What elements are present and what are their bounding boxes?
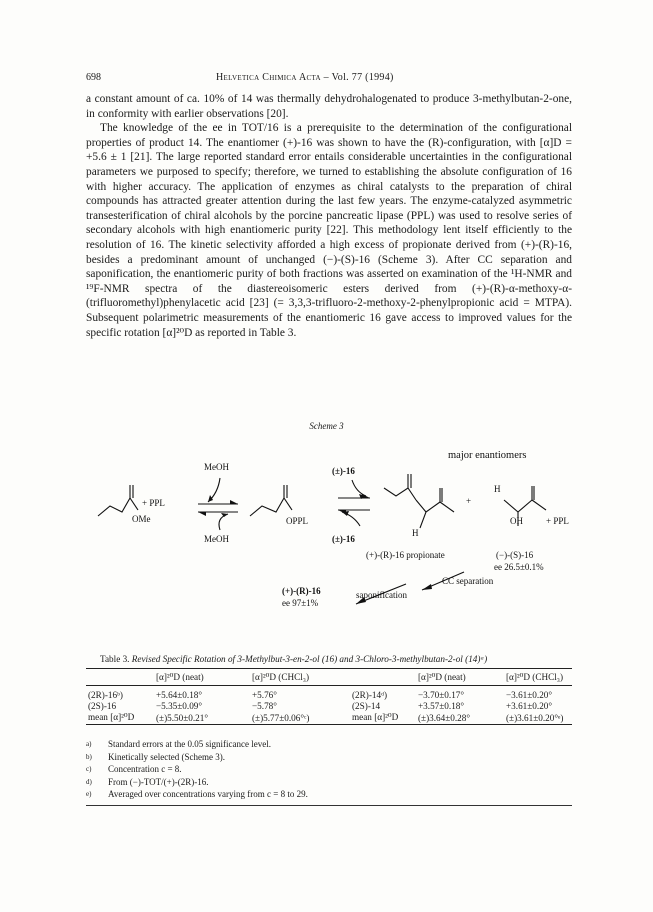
journal-title: [216, 72, 394, 83]
footnote: [86, 738, 572, 751]
racemic-16-bottom: (±)-16: [332, 534, 355, 544]
footnote: [86, 751, 572, 764]
h-label: H: [412, 528, 419, 538]
footnote-text: From (−)-TOT/(+)-(2R)-16.: [108, 776, 209, 787]
scheme-3-diagram: [70, 438, 590, 643]
footnote-text: Kinetically selected (Scheme 3).: [108, 751, 225, 762]
footnote-rule: [86, 805, 572, 806]
footnote: [86, 788, 572, 801]
table-cell: −3.61±0.20°: [506, 689, 553, 700]
footnote-mark: c): [86, 765, 92, 774]
paragraph-2: The knowledge of the ee in TOT/16 is a prerequisite to the determination of the configurational properties of product 14. The enantiomer (+)-16 was shown to have the (R)-configuration, with [α]D = +5.6 ± 1 [21]. The large reported standard error entails considerable uncertainties in the configurational parameters we purposed to specify; therefore, we turned to establishing the absolute configuration of 16 with higher accuracy. The application of enzymes as chiral catalysts to the preparation of chiral compounds has attracted greater attention during the last few years. The enzyme-catalyzed asymmetric transesterification of chiral alcohols by the porcine pancreatic lipase (PPL) was used to resolve series of secondary alcohols with high enantiomeric purity [22]. This methodology lent itself efficiently to the resolution of 16. The kinetic selectivity afforded a high excess of propionate derived from (+)-(R)-16, besides a predominant amount of unchanged (−)-(S)-16 (Scheme 3). After CC separation and saponification, the enantiomeric purity of both fractions was asserted on examination of the ¹H-NMR and ¹⁹F-NMR spectra of the diastereoisomeric esters derived from (+)-(R)-α-methoxy-α-(trifluoromethyl)phenylacetic acid [23] (= 3,3,3-trifluoro-2-methoxy-2-phenylpropionic acid = MTPA). Subsequent polarimetric measurements of the enantiomeric 16 gave access to improved values for the specific rotation [α]²⁰D as reported in Table 3.: [86, 122, 572, 339]
table-cell: (±)3.61±0.20°ᵉ): [506, 712, 564, 723]
footnote-text: Standard errors at the 0.05 significance level.: [108, 739, 271, 749]
meoh-bottom: MeOH: [204, 534, 229, 544]
running-header: [86, 72, 572, 86]
footnote-text: Averaged over concentrations varying from c = 8 to 29.: [108, 789, 308, 800]
footnote-mark: e): [86, 790, 92, 799]
table-header: [α]²⁰D (CHCl₃): [506, 671, 564, 682]
journal-name: Helvetica Chimica Acta: [216, 72, 321, 83]
table-cell: (2S)-14: [352, 701, 381, 712]
table-cell: +5.76°: [252, 689, 277, 700]
saponification-label: saponification: [356, 590, 407, 600]
major-enantiomers-label: major enantiomers: [448, 450, 527, 461]
acyl-enzyme-skeleton: [250, 498, 284, 516]
oppl-label: OPPL: [286, 516, 309, 526]
footnote-mark: d): [86, 777, 92, 786]
table-caption: [100, 654, 570, 664]
table-header: [α]²⁰D (neat): [156, 671, 204, 682]
scheme-title: Scheme 3: [309, 421, 344, 431]
page-number: 698: [86, 72, 101, 83]
table-footnotes: [86, 738, 572, 801]
methyl-propionate-skeleton: [98, 498, 130, 516]
table-cell: −5.78°: [252, 701, 277, 712]
table-header: [α]²⁰D (neat): [418, 671, 466, 682]
body-text: [86, 92, 572, 340]
r16-label: (+)-(R)-16: [282, 586, 321, 596]
table-caption-prefix: Table 3.: [100, 654, 130, 664]
table-cell: (2R)-14ᵈ): [352, 689, 388, 700]
table-cell: (2R)-16ᵇ): [88, 689, 123, 700]
table-cell: mean [α]²⁰D: [352, 712, 399, 723]
table-cell: −3.70±0.17°: [418, 689, 465, 700]
racemic-16-top: (±)-16: [332, 466, 355, 476]
footnote-mark: a): [86, 740, 92, 748]
table-row: [86, 701, 572, 713]
journal-volume: – Vol. 77 (1994): [323, 72, 394, 83]
cc-separation-label: CC separation: [442, 576, 494, 586]
table-header-row: [86, 669, 572, 686]
plus-ppl-right: + PPL: [546, 516, 569, 526]
table-row: [86, 686, 572, 701]
footnote: [86, 763, 572, 776]
s16-ee-label: ee 26.5±0.1%: [494, 562, 544, 572]
meoh-in-arrow: [219, 514, 228, 530]
plus-ppl-left: + PPL: [142, 498, 165, 508]
table-cell: (±)5.77±0.06°ᶜ): [252, 712, 310, 723]
reaction-scheme: [70, 438, 590, 638]
rotation-table: [86, 668, 572, 725]
table-caption-text: Revised Specific Rotation of 3-Methylbut-3-en-2-ol (16) and 3-Chloro-3-methylbutan-2-ol (14)ᵃ): [131, 654, 488, 664]
table-cell: mean [α]²⁰D: [88, 712, 135, 723]
ome-label: OMe: [132, 514, 151, 524]
plus-sign: +: [466, 496, 472, 506]
table-cell: −5.35±0.09°: [156, 701, 203, 712]
s16-label: (−)-(S)-16: [496, 550, 534, 560]
paragraph-1: a constant amount of ca. 10% of 14 was thermally dehydrohalogenated to produce 3-methylbutan-2-one, in conformity with earlier observations [20].: [86, 93, 572, 120]
meoh-top: MeOH: [204, 462, 229, 472]
table-header: [86, 669, 154, 686]
ester-product-skeleton: [384, 488, 416, 500]
table-cell: (±)3.64±0.28°: [418, 712, 471, 723]
footnote-text: Concentration c = 8.: [108, 764, 182, 775]
table-cell: +3.61±0.20°: [506, 701, 553, 712]
footnote-mark: b): [86, 752, 92, 761]
table-cell: +5.64±0.18°: [156, 689, 203, 700]
oh-label: OH: [510, 516, 523, 526]
footnote: [86, 776, 572, 789]
table-cell: +3.57±0.18°: [418, 701, 465, 712]
table-header: [350, 669, 416, 686]
table-cell: (±)5.50±0.21°: [156, 712, 209, 723]
propionate-label: (+)-(R)-16 propionate: [366, 550, 445, 560]
table-cell: (2S)-16: [88, 701, 117, 712]
h-right-label: H: [494, 484, 501, 494]
r16-ee-label: ee 97±1%: [282, 598, 319, 608]
table-row: [86, 712, 572, 724]
table-header: [α]²⁰D (CHCl₃): [252, 671, 310, 682]
